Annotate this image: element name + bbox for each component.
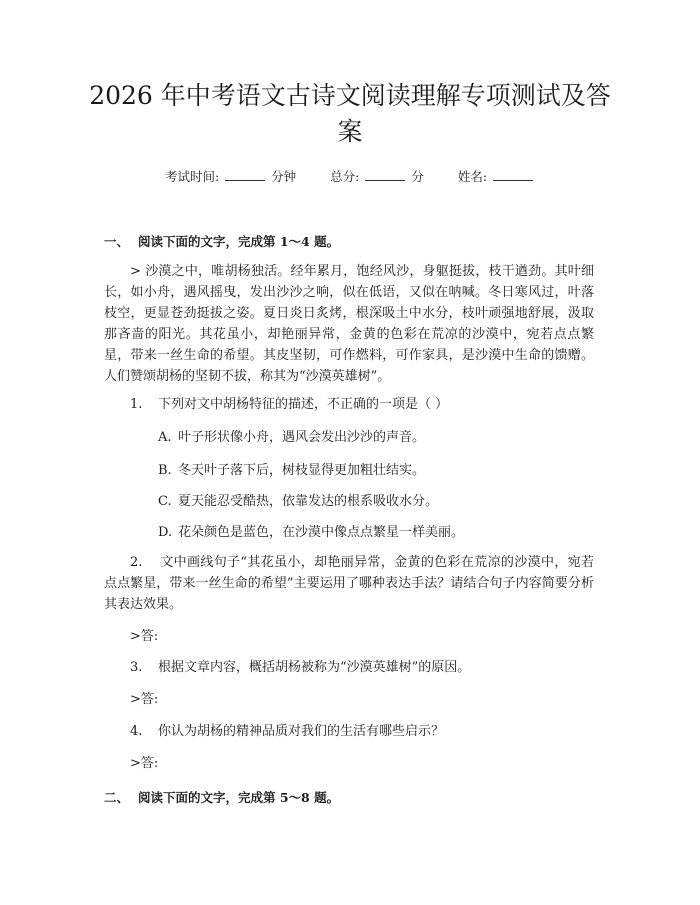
reading-passage: > 沙漠之中，唯胡杨独活。经年累月，饱经风沙，身躯挺拔，枝干遒劲。其叶细长，如小舟，遇风摇曳，发出沙沙之响，似在低语，又似在呐喊。冬日寒风过，叶落枝空，更显苍劲挺拔之姿。夏日炎日炙烤，根深吸土中水分，枝叶顽强地舒展，汲取那吝啬的阳光。其花虽小，却艳丽异常，金黄的色彩在荒凉的沙漠中，宛若点点繁星，带来一丝生命的希望。其皮坚韧，可作燃料，可作家具，是沙漠中生命的馈赠。人们赞颂胡杨的坚韧不拔，称其为“沙漠英雄树”。	[104, 264, 594, 384]
page-title: 2026 年中考语文古诗文阅读理解专项测试及答案	[89, 81, 611, 146]
answer-label-2: >答:	[130, 629, 159, 644]
section-2-heading	[104, 789, 339, 807]
question-3-text: 根据文章内容，概括胡杨被称为“沙漠英雄树”的原因。	[158, 660, 471, 675]
option-d	[158, 523, 464, 543]
question-1-text: 下列对文中胡杨特征的描述，不正确的一项是（ ）	[158, 397, 449, 412]
answer-label-3: >答:	[130, 692, 159, 707]
option-c-label: C.	[158, 494, 172, 509]
option-c	[158, 492, 438, 512]
option-b	[158, 461, 425, 481]
name-label: 姓名:	[457, 169, 488, 184]
section-1-title: 阅读下面的文字，完成第 1～4 题。	[138, 234, 340, 249]
time-blank	[225, 168, 265, 181]
option-a	[158, 428, 425, 448]
question-2-text: 文中画线句子“其花虽小，却艳丽异常，金黄的色彩在荒凉的沙漠中，宛若点点繁星，带来一丝生命的希望”主要运用了哪种表达手法？请结合句子内容简要分析其表达效果。	[104, 555, 595, 612]
section-2-number: 二、	[104, 790, 130, 805]
option-b-label: B.	[158, 463, 172, 478]
option-c-text: 夏天能忍受酷热，依靠发达的根系吸收水分。	[178, 494, 439, 509]
question-1	[130, 395, 594, 415]
name-blank	[493, 168, 533, 181]
option-b-text: 冬天叶子落下后，树枝显得更加粗壮结实。	[178, 463, 426, 478]
question-4-number: 4.	[130, 724, 143, 739]
score-unit: 分	[411, 169, 424, 184]
section-1-number: 一、	[104, 234, 130, 249]
question-2	[104, 552, 594, 615]
question-3-number: 3.	[130, 660, 143, 675]
option-d-label: D.	[158, 525, 173, 540]
time-label: 考试时间:	[164, 169, 220, 184]
section-1-heading	[104, 233, 339, 251]
question-2-number: 2.	[130, 555, 143, 570]
exam-info-line	[0, 168, 700, 186]
answer-label-4: >答:	[130, 756, 159, 771]
option-a-label: A.	[158, 430, 172, 445]
question-4-text: 你认为胡杨的精神品质对我们的生活有哪些启示？	[158, 724, 445, 739]
option-a-text: 叶子形状像小舟，遇风会发出沙沙的声音。	[178, 430, 426, 445]
score-label: 总分:	[330, 169, 360, 184]
question-1-number: 1.	[130, 397, 143, 412]
question-4	[130, 722, 594, 742]
option-d-text: 花朵颜色是蓝色，在沙漠中像点点繁星一样美丽。	[178, 525, 465, 540]
question-3	[130, 658, 594, 678]
section-2-title: 阅读下面的文字，完成第 5～8 题。	[138, 790, 340, 805]
time-unit: 分钟	[271, 169, 297, 184]
score-blank	[365, 168, 405, 181]
